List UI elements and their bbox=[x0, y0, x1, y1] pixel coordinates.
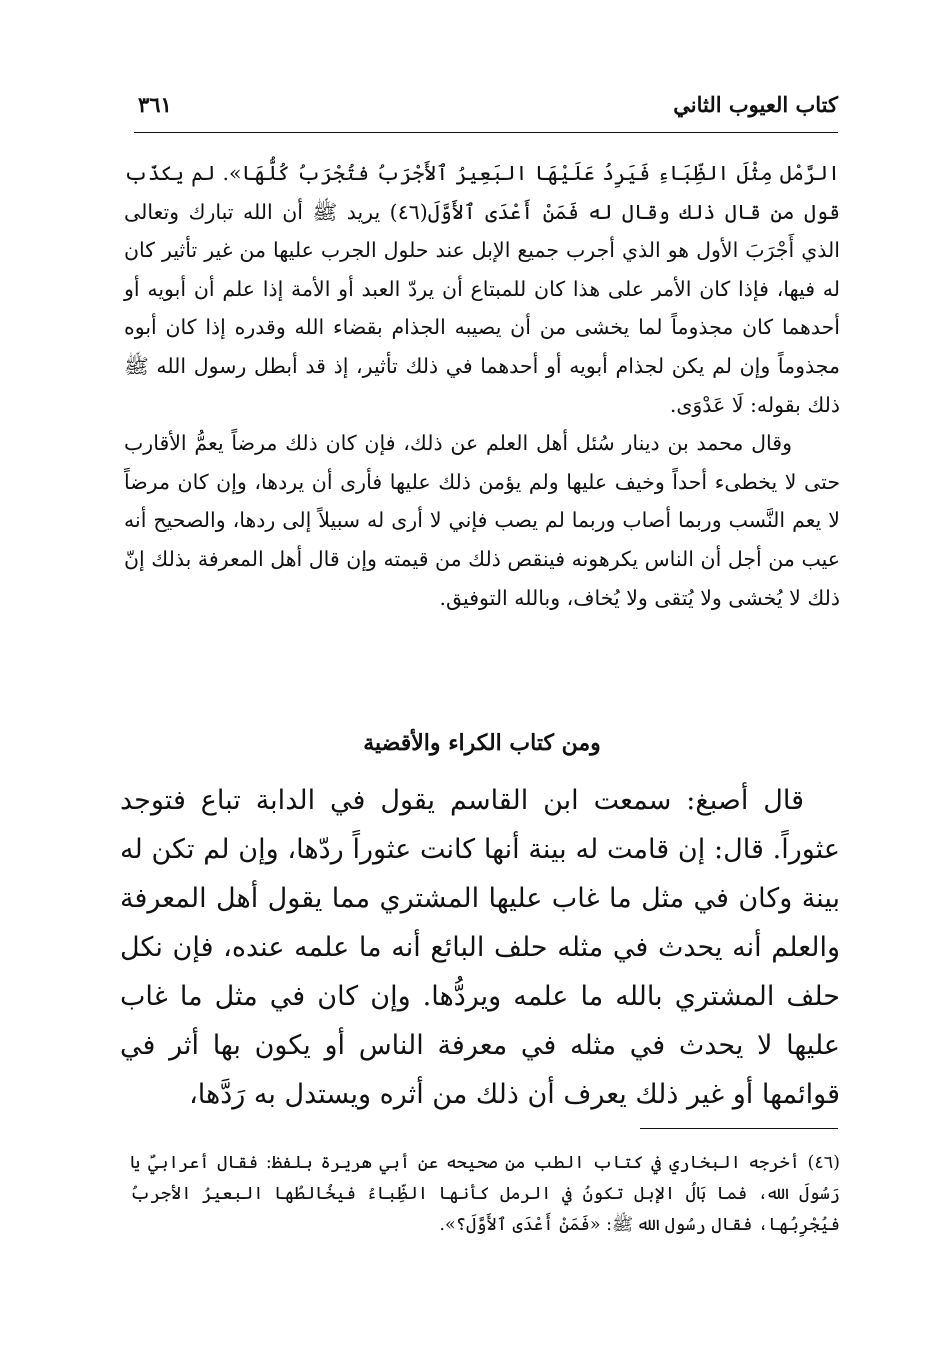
paragraph-ibn-dinar: وقال محمد بن دينار سُئل أهل العلم عن ذلك، فإن كان ذلك مرضاً يعمُّ الأقارب حتى لا يخطىء أحداً وخيف عليها ولم يؤمن ذلك عليها فأرى أن يردها، وإن كان مرضاً لا يعم النَّسب وربما أصاب وربما لم يصب فإني لا أرى له سبيلاً إلى ردها، والصحيح أنه عيب من أجل أن الناس يكرهونه فينقص ذلك من قيمته وإن قال أهل المعرفة بذلك إنّ ذلك لا يُخشى ولا يُتقى ولا يُخاف، وبالله التوفيق. bbox=[124, 431, 840, 610]
main-text bbox=[124, 154, 840, 617]
footnote-divider bbox=[640, 1128, 838, 1129]
section-text bbox=[120, 776, 840, 1119]
running-title: كتاب العيوب الثاني bbox=[673, 92, 838, 117]
footnote-46: (٤٦) أخرجه البخاري في كتاب الطب من صحيحه عن أبي هريرة بلفظ: فقال أعرابيٌ يا رَسُولَ الله، فما بَالُ الإبل تكونُ في الرمل كأنها الظِّباءُ فيخُالطُها البعيرُ الأجربُ فيُجْرِبُها، فقال رسُول الله ﷺ: «فَمَنْ أَعْدَى ٱلأَوَّلَ؟». bbox=[130, 1153, 840, 1235]
paragraph-asbagh: قال أصبغ: سمعت ابن القاسم يقول في الدابة تباع فتوجد عثوراً. قال: إن قامت له بينة أنها كانت عثوراً ردّها، وإن لم تكن له بينة وكان في مثل ما غاب عليها المشتري مما يقول أهل المعرفة والعلم أنه يحدث في مثله حلف البائع أنه ما علمه عنده، فإن نكل حلف المشتري بالله ما علمه ويردُّها. وإن كان في مثل ما غاب عليها لا يحدث في مثله في معرفة الناس أو يكون بها أثر في قوائمها أو غير ذلك يعرف أن ذلك من أثره ويستدل به رَدَّها، bbox=[120, 785, 840, 1110]
footnote bbox=[130, 1148, 840, 1241]
page-header bbox=[120, 92, 838, 132]
page-number: ٣٦١ bbox=[138, 92, 172, 117]
section-heading: ومن كتاب الكراء والأقضية bbox=[363, 730, 601, 756]
paragraph-continuation: الرَّمْل مِثْلَ الظِّبَاءِ فَيَرِدُ عَلَيْهَا البَعِيرُ ٱلأَجْرَبُ فتُجْرَبُ كُلُّهَا». لم يكذّب قول من قال ذلك وقال له فَمَنْ أَعْدَى ٱلأَوَّلَ(٤٦) يريد ﷺ أن الله تبارك وتعالى الذي أَجْرَبَ الأول هو الذي أجرب جميع الإبل عند حلول الجرب عليها من غير تأثير كان له فيها، فإذا كان الأمر على هذا كان للمبتاع أن يردّ العبد أو الأمة إذا علم أن أبويه أو أحدهما كان مجذوماً لما يخشى من أن يصيبه الجذام بقضاء الله وقدره إذا كان أبوه مجذوماً وإن لم يكن لجذام أبويه أو أحدهما في ذلك تأثير، إذ قد أبطل رسول الله ﷺ ذلك بقوله: لَا عَدْوَى. bbox=[124, 161, 840, 417]
header-divider bbox=[134, 132, 838, 133]
